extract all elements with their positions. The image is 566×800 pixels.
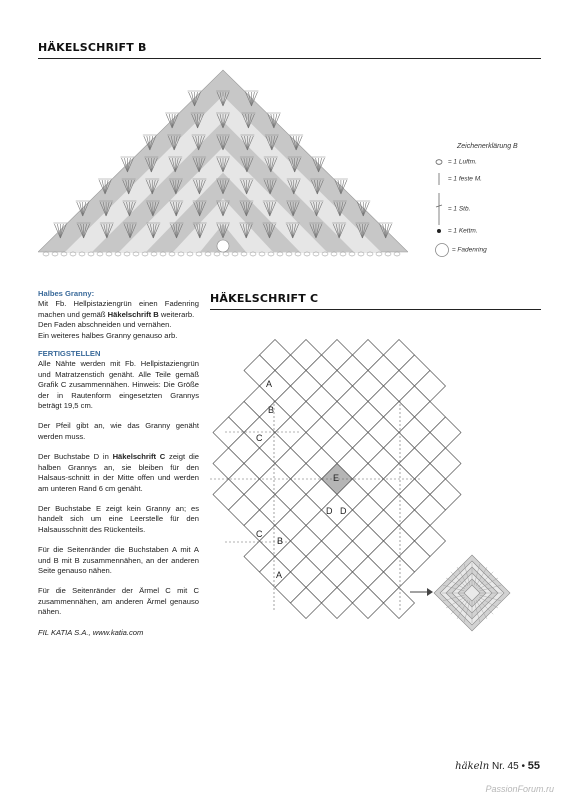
half-granny-heading: Halbes Granny:	[38, 289, 95, 298]
granny-square-inset	[434, 555, 510, 631]
footer-bullet: •	[521, 761, 525, 772]
label-d-left: D	[326, 506, 333, 516]
label-a-top: A	[266, 379, 273, 389]
chart-b-title: HÄKELSCHRIFT B	[38, 41, 147, 54]
legend-double-label: = 1 Stb.	[447, 205, 471, 213]
half-granny-bold: Häkelschrift B	[107, 309, 159, 319]
legend-slip-label: = 1 Kettm.	[447, 227, 478, 235]
letter-d-bold: Häkelschrift C	[112, 452, 166, 462]
page-number: 55	[527, 760, 540, 772]
credit-line: FIL KATIA S.A., www.katia.com	[38, 627, 144, 637]
label-e: E	[333, 473, 340, 483]
page-footer	[455, 760, 540, 772]
side-edges-paragraph: Für die Seitenränder die Buchstaben A mit A und B mit B zusammennähen, an der anderen Seite genauso nähen.	[38, 545, 199, 575]
letter-d-text: Der Buchstabe D in	[38, 452, 113, 462]
arrow-paragraph: Der Pfeil gibt an, wie das Granny genäht werden muss.	[38, 421, 199, 441]
label-d-right: D	[340, 506, 347, 516]
finishing-paragraph: Alle Nähte werden mit Fb. Hellpistaziengrün und Matratzenstich genäht. Alle Teile gemäß Grafik C zusammennähen. Hinweis: Die Größe der in Rautenform eingesetzten Grannys beträgt 19,5 cm.	[38, 359, 199, 411]
watermark: PassionForum.ru	[485, 784, 554, 794]
sleeves-paragraph: Für die Seitenränder der Ärmel C mit C zusammennähen, am anderen Ärmel genauso nähen.	[38, 586, 199, 617]
legend-b-title: Zeichenerklärung B	[457, 143, 518, 150]
half-granny-line-3: Ein weiteres halbes Granny genauso arb.	[38, 330, 178, 340]
legend-single-label: = 1 feste M.	[447, 175, 482, 183]
issue-number: Nr. 45	[491, 761, 519, 772]
magazine-name: häkeln	[455, 761, 490, 772]
legend-chain-label: = 1 Luftm.	[447, 158, 477, 166]
sewing-arrow-icon	[410, 588, 433, 596]
chart-c-title: HÄKELSCHRIFT C	[210, 292, 319, 305]
label-a-bottom: A	[276, 570, 283, 580]
letter-d-text-end: zeigt die halben Grannys an, sie bleiben für den Halsaus-schnitt in der Mitte offen und werden am unteren Rand 6 cm genäht.	[38, 452, 199, 493]
label-b-top: B	[268, 405, 275, 415]
letter-e-paragraph: Der Buchstabe E zeigt kein Granny an; es handelt sich um eine Leerstelle für den Halsausschnitt des Rückenteils.	[38, 503, 199, 534]
label-c-bottom: C	[256, 529, 263, 539]
half-granny-text-end: weiterarb.	[158, 309, 195, 319]
label-b-bottom: B	[277, 536, 284, 546]
legend-ring-label: = Fadenring	[451, 246, 487, 254]
half-granny-line-2: Den Faden abschneiden und vernähen.	[38, 320, 172, 330]
label-c-top: C	[256, 433, 263, 443]
finishing-heading: FERTIGSTELLEN	[38, 349, 101, 359]
half-granny-text: Mit Fb. Hellpistaziengrün einen Fadenring machen und gemäß	[38, 299, 199, 319]
